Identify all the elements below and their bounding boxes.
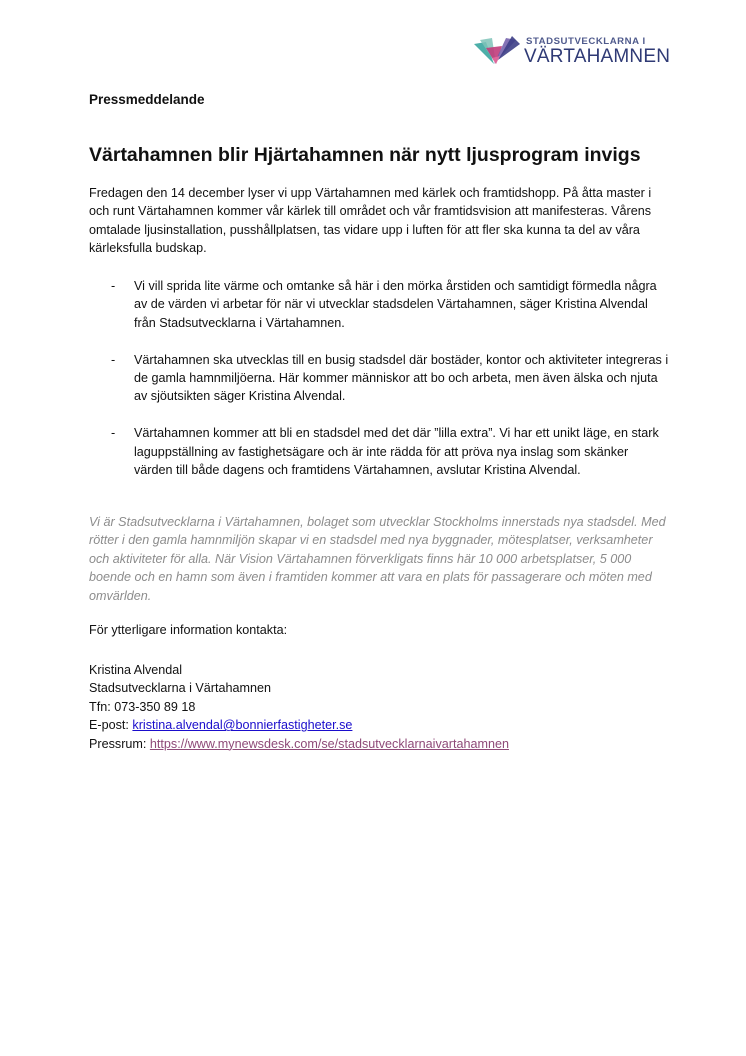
page-title: Värtahamnen blir Hjärtahamnen när nytt ljusprogram invigs xyxy=(89,144,641,166)
heart-logo-icon xyxy=(472,34,524,70)
quote-item xyxy=(89,277,669,332)
contact-phone-line xyxy=(89,698,509,716)
quote-item xyxy=(89,351,669,406)
quote-text: Värtahamnen ska utvecklas till en busig stadsdel där bostäder, kontor och aktiviteter integreras i de gamla hamnmiljöerna. Här kommer människor att bo och arbeta, men även älska och njuta av sjöutsikten säger Kristina Alvendal. xyxy=(134,352,669,404)
contact-heading: För ytterligare information kontakta: xyxy=(89,623,288,637)
contact-email-line xyxy=(89,716,509,734)
quote-item xyxy=(89,424,669,479)
list-bullet: - xyxy=(111,426,116,441)
contact-block xyxy=(89,661,509,753)
document-label: Pressmeddelande xyxy=(89,92,205,107)
quote-text: Värtahamnen kommer att bli en stadsdel med det där ”lilla extra”. Vi har ett unikt läge, en stark laguppställning av fastighetsägare och är inte rädda för att pröva nya inslag som skänker värden till både dagens och framtidens Värtahamnen, avslutar Kristina Alvendal. xyxy=(134,426,659,478)
email-label: E-post: xyxy=(89,718,133,733)
pressroom-link[interactable]: https://www.mynewsdesk.com/se/stadsutvecklarnaivartahamnen xyxy=(149,736,509,751)
press-label: Pressrum: xyxy=(89,736,150,751)
logo-line2: VÄRTAHAMNEN xyxy=(524,46,671,67)
list-bullet: - xyxy=(111,352,116,367)
quote-text: Vi vill sprida lite värme och omtanke så här i den mörka årstiden och samtidigt förmedla några av de värden vi arbetar för när vi utvecklar stadsdelen Värtahamnen, säger Kristina Alvendal från Stadsutvecklarna i Värtahamnen. xyxy=(134,279,657,330)
company-logo xyxy=(472,34,671,70)
email-link[interactable]: kristina.alvendal@bonnierfastigheter.se xyxy=(132,718,353,733)
contact-organization: Stadsutvecklarna i Värtahamnen xyxy=(89,681,272,696)
boilerplate-paragraph: Vi är Stadsutvecklarna i Värtahamnen, bolaget som utvecklar Stockholms innerstads nya stadsdel. Med rötter i den gamla hamnmiljön skapar vi en stadsdel med nya byggnader, mötesplatser, verksamheter och aktiviteter för alla. När Vision Värtahamnen förverkligats finns här 10 000 arbetsplatser, 5 000 boende och en hamn som även i framtiden kommer att vara en plats för passagerare och möten med omvärlden. xyxy=(89,515,666,603)
phone-number: 073-350 89 18 xyxy=(114,699,196,714)
list-bullet: - xyxy=(111,279,116,293)
phone-label: Tfn: xyxy=(89,699,115,714)
intro-paragraph: Fredagen den 14 december lyser vi upp Värtahamnen med kärlek och framtidshopp. På åtta master i och runt Värtahamnen kommer vår kärlek till området och vår framtidsvision att manifesteras. Vårens omtalade ljusinstallation, pusshållplatsen, tas vidare upp i luften för att fler ska kunna ta del av våra kärleksfulla budskap. xyxy=(89,186,652,256)
contact-press-line xyxy=(89,735,509,753)
contact-name: Kristina Alvendal xyxy=(89,663,183,677)
quote-list xyxy=(89,277,669,498)
logo-line1: STADSUTVECKLARNA I xyxy=(526,36,646,47)
